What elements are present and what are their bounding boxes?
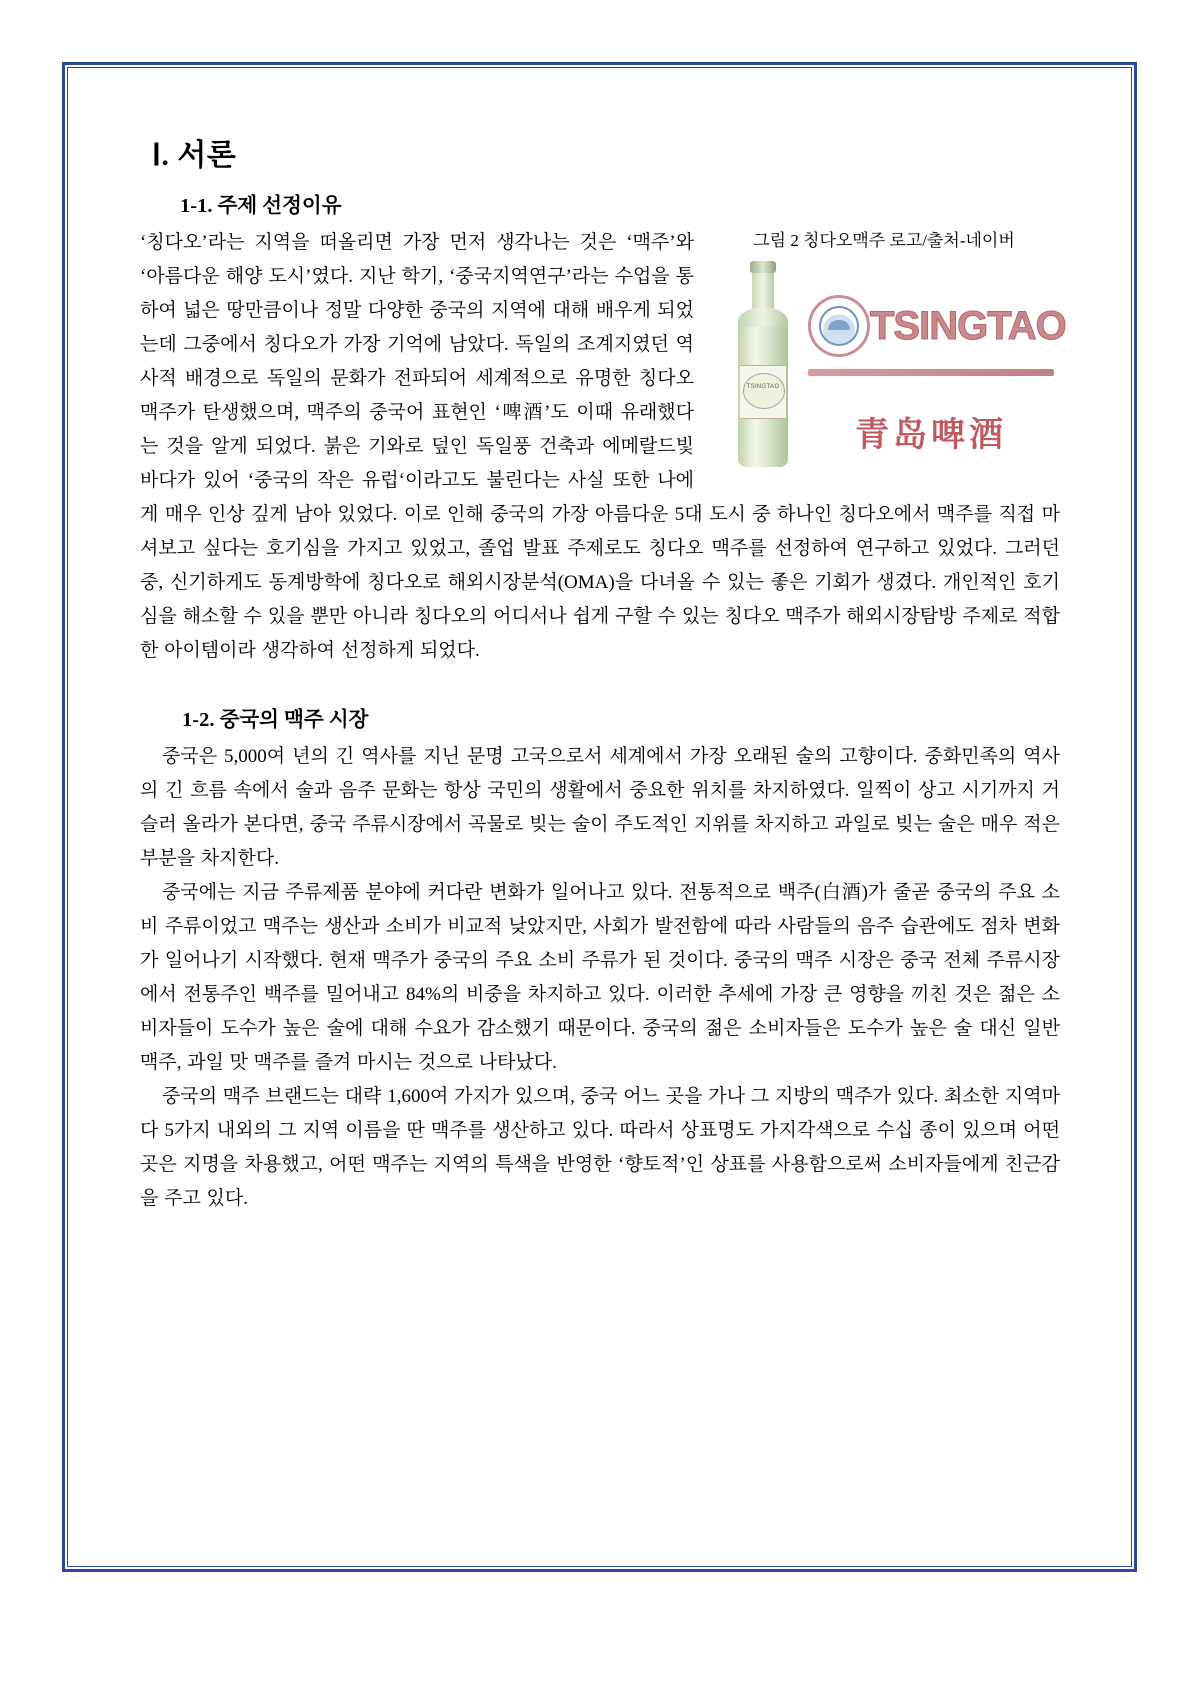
tsingtao-emblem-icon — [808, 295, 870, 357]
paragraph-1-2-3: 중국의 맥주 브랜드는 대략 1,600여 가지가 있으며, 중국 어느 곳을 가나 그 지방의 맥주가 있다. 최소한 지역마다 5가지 내외의 그 지역 이름을 딴 맥주를 생산하고 있다. 따라서 상표명도 가지각색으로 수십 종이 있으며 어떤 곳은 지명을 차용했고, 어떤 맥주는 지역의 특색을 반영한 ‘향토적’인 상표를 사용함으로써 소비자들에게 친근감을 주고 있다. — [140, 1086, 1060, 1209]
wordmark-underline — [808, 369, 1054, 376]
tsingtao-wordmark-text: TSINGTAO — [870, 304, 1066, 348]
paragraph-1-2-2: 중국에는 지금 주류제품 분야에 커다란 변화가 일어나고 있다. 전통적으로 백주(白酒)가 줄곧 중국의 주요 소비 주류이었고 맥주는 생산과 소비가 비교적 낮았지만, 사회가 발전함에 따라 사람들의 음주 습관에도 점차 변화가 일어나기 시작했다. 현재 맥주가 중국의 주요 소비 주류가 된 것이다. 중국의 맥주 시장은 중국 전체 주류시장에서 전통주인 백주를 밀어내고 84%의 비중을 차지하고 있다. 이러한 추세에 가장 큰 영향을 끼친 것은 젊은 소비자들이 도수가 높은 술에 대해 수요가 감소했기 때문이다. 중국의 젊은 소비자들은 도수가 높은 술 대신 일반 맥주, 과일 맛 맥주를 즐겨 마시는 것으로 나타났다. — [140, 882, 1060, 1073]
figure-image — [708, 257, 1066, 472]
figure-caption: 그림 2 칭다오맥주 로고/출처-네이버 — [753, 231, 1015, 250]
paragraph-1-1-1: ‘칭다오’라는 지역을 떠올리면 가장 먼저 생각나는 것은 ‘맥주’와 ‘아름다운 해양 도시’였다. 지난 학기, ‘중국지역연구’라는 수업을 통하여 넓은 땅만큼이나 정말 다양한 중국의 지역에 대해 배우게 되었는데 그중에서 칭다오가 가장 기억에 남았다. 독일의 조계지였던 역사적 배경으로 독일의 문화가 전파되어 세계적으로 유명한 칭다오 맥주가 탄생했으며, 맥주의 중국어 표현인 ‘啤酒’도 이때 유래했다는 것을 알게 되었다. 붉은 기와로 덮인 독일풍 건축과 에메랄드빛 바다가 있어 ‘중국의 작은 유럽‘이라고도 불린다는 사실 또한 나에게 매우 인상 깊게 남아 있었다. 이로 인해 중국의 가장 아름다운 5대 도시 중 하나인 칭다오에서 맥주를 직접 마셔보고 싶다는 호기심을 가지고 있었고, 졸업 발표 주제로도 칭다오 맥주를 선정하여 연구하고 있었다. 그러던 중, 신기하게도 동계방학에 칭다오로 해외시장분석(OMA)을 다녀올 수 있는 좋은 기회가 생겼다. 개인적인 호기심을 해소할 수 있을 뿐만 아니라 칭다오의 어디서나 쉽게 구할 수 있는 칭다오 맥주가 해외시장탐방 주제로 적합한 아이템이라 생각하여 선정하게 되었다. — [140, 232, 1060, 661]
bottle-label-text: TSINGTAO — [746, 384, 780, 390]
tsingtao-wordmark — [808, 283, 1066, 395]
page-title: Ⅰ. 서론 — [152, 139, 237, 172]
page-content — [140, 130, 1066, 1510]
beer-bottle-icon — [730, 261, 796, 469]
section-heading-1-2: 1-2. 중국의 맥주 시장 — [182, 709, 369, 731]
tsingtao-hanzi-text: 青岛啤酒 — [855, 417, 1007, 454]
paragraph-1-2-1: 중국은 5,000여 년의 긴 역사를 지닌 문명 고국으로서 세계에서 가장 오래된 술의 고향이다. 중화민족의 역사의 긴 흐름 속에서 술과 음주 문화는 항상 국민의 생활에서 중요한 위치를 차지하였다. 일찍이 상고 시기까지 거슬러 올라가 본다면, 중국 주류시장에서 곡물로 빚는 술이 주도적인 지위를 차지하고 과일로 빚는 술은 매우 적은 부분을 차지한다. — [140, 746, 1060, 869]
figure-tsingtao-logo — [708, 226, 1066, 472]
section-heading-1-1: 1-1. 주제 선정이유 — [180, 195, 342, 217]
